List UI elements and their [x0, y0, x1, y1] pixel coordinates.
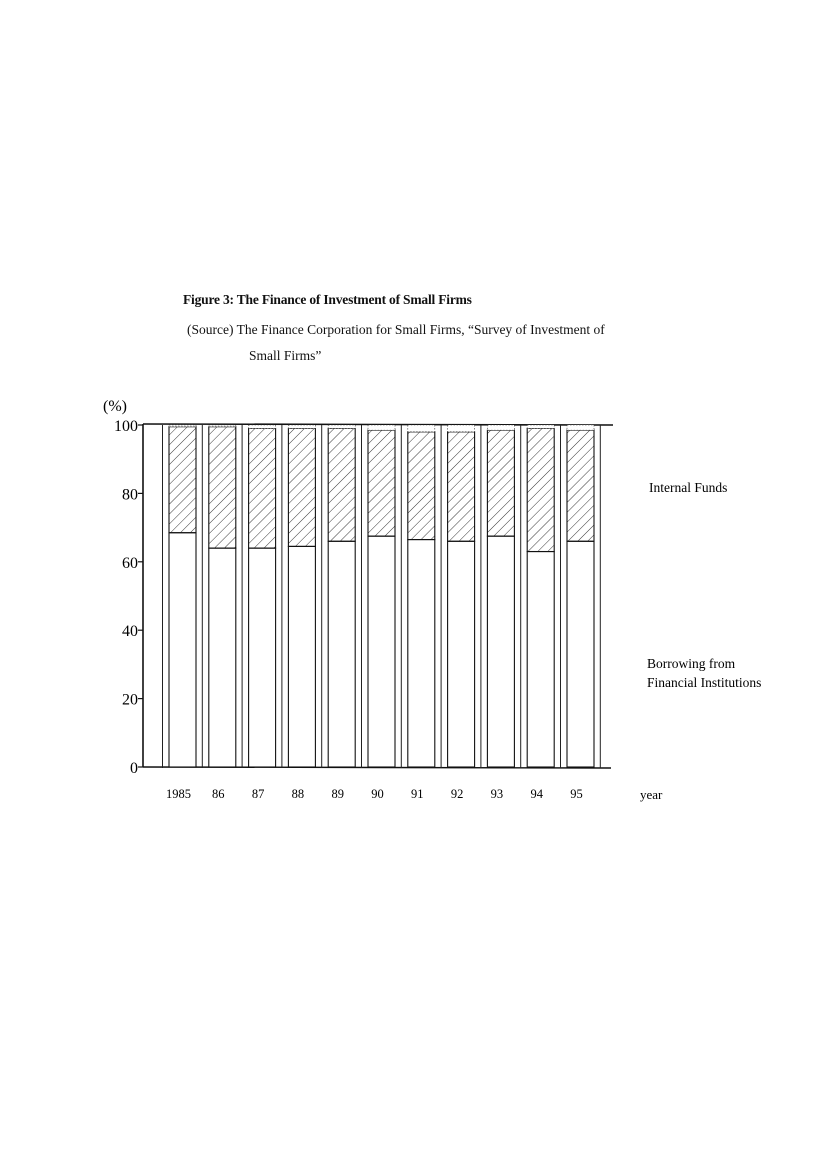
bar-internal-funds: [527, 428, 554, 551]
legend-internal-funds: Internal Funds: [649, 480, 728, 495]
x-tick-label: 93: [490, 787, 504, 801]
figure-title: Figure 3: The Finance of Investment of Small Firms: [183, 292, 472, 307]
bar-borrowing: [448, 541, 475, 767]
bar-internal-funds: [169, 427, 196, 533]
x-tick-label: 89: [331, 787, 344, 801]
bar-borrowing: [487, 536, 514, 767]
bar-other: [368, 425, 395, 430]
bar-other: [448, 425, 475, 432]
bar-internal-funds: [328, 428, 355, 541]
y-tick-label: 40: [122, 623, 138, 641]
chart-bars: [163, 425, 601, 768]
x-tick-label: 90: [371, 787, 384, 801]
x-tick-label: 86: [212, 787, 225, 801]
bar-group: [441, 425, 475, 768]
bar-internal-funds: [288, 428, 315, 546]
bar-internal-funds: [368, 430, 395, 536]
bar-other: [169, 425, 196, 427]
legend-borrowing-line-2: Financial Institutions: [647, 675, 762, 690]
bar-borrowing: [209, 548, 236, 767]
bar-group: [561, 425, 595, 768]
bar-other: [209, 425, 236, 427]
x-tick-label: 1985: [166, 787, 191, 801]
x-tick-labels: [166, 787, 583, 801]
bar-other: [408, 425, 435, 432]
bar-group: [401, 425, 435, 768]
x-tick-label: 94: [530, 787, 543, 801]
bar-internal-funds: [249, 428, 276, 548]
y-ticks: [114, 418, 143, 777]
y-tick-label: 80: [122, 486, 138, 504]
x-tick-label: 95: [570, 787, 583, 801]
bar-group: [282, 425, 316, 768]
bar-other: [487, 425, 514, 430]
legend-borrowing-line-1: Borrowing from: [647, 656, 736, 671]
bar-internal-funds: [408, 432, 435, 540]
bar-group: [521, 425, 555, 768]
bar-other: [567, 425, 594, 430]
bar-borrowing: [408, 540, 435, 767]
y-tick-label: 0: [130, 760, 138, 777]
bar-borrowing: [328, 541, 355, 767]
bar-internal-funds: [209, 427, 236, 548]
bar-group: [322, 425, 356, 768]
bar-other: [328, 425, 355, 428]
y-tick-label: 60: [122, 554, 138, 572]
y-tick-label: 20: [122, 691, 138, 709]
bar-borrowing: [567, 541, 594, 767]
x-tick-label: 91: [411, 787, 424, 801]
y-axis-label: (%): [103, 398, 127, 415]
y-tick-label: 100: [114, 418, 138, 435]
bar-other: [288, 425, 315, 428]
bar-group: [242, 425, 276, 768]
bar-borrowing: [249, 548, 276, 767]
bar-borrowing: [169, 533, 196, 767]
bar-other: [527, 425, 554, 428]
bar-internal-funds: [487, 430, 514, 536]
bar-borrowing: [527, 552, 554, 767]
bar-group: [362, 425, 396, 768]
source-line-2: Small Firms”: [249, 348, 322, 363]
x-axis-label: year: [640, 787, 663, 802]
bar-borrowing: [368, 536, 395, 767]
bar-group: [163, 425, 197, 768]
bar-group: [481, 425, 515, 768]
bar-other: [249, 425, 276, 428]
x-tick-label: 87: [251, 787, 265, 801]
bar-internal-funds: [567, 430, 594, 541]
x-tick-label: 92: [450, 787, 464, 801]
bar-group: [202, 425, 236, 768]
source-line-1: (Source) The Finance Corporation for Small Firms, “Survey of Investment of: [187, 322, 605, 337]
bar-borrowing: [288, 546, 315, 767]
x-tick-label: 88: [291, 787, 305, 801]
bar-internal-funds: [448, 432, 475, 541]
